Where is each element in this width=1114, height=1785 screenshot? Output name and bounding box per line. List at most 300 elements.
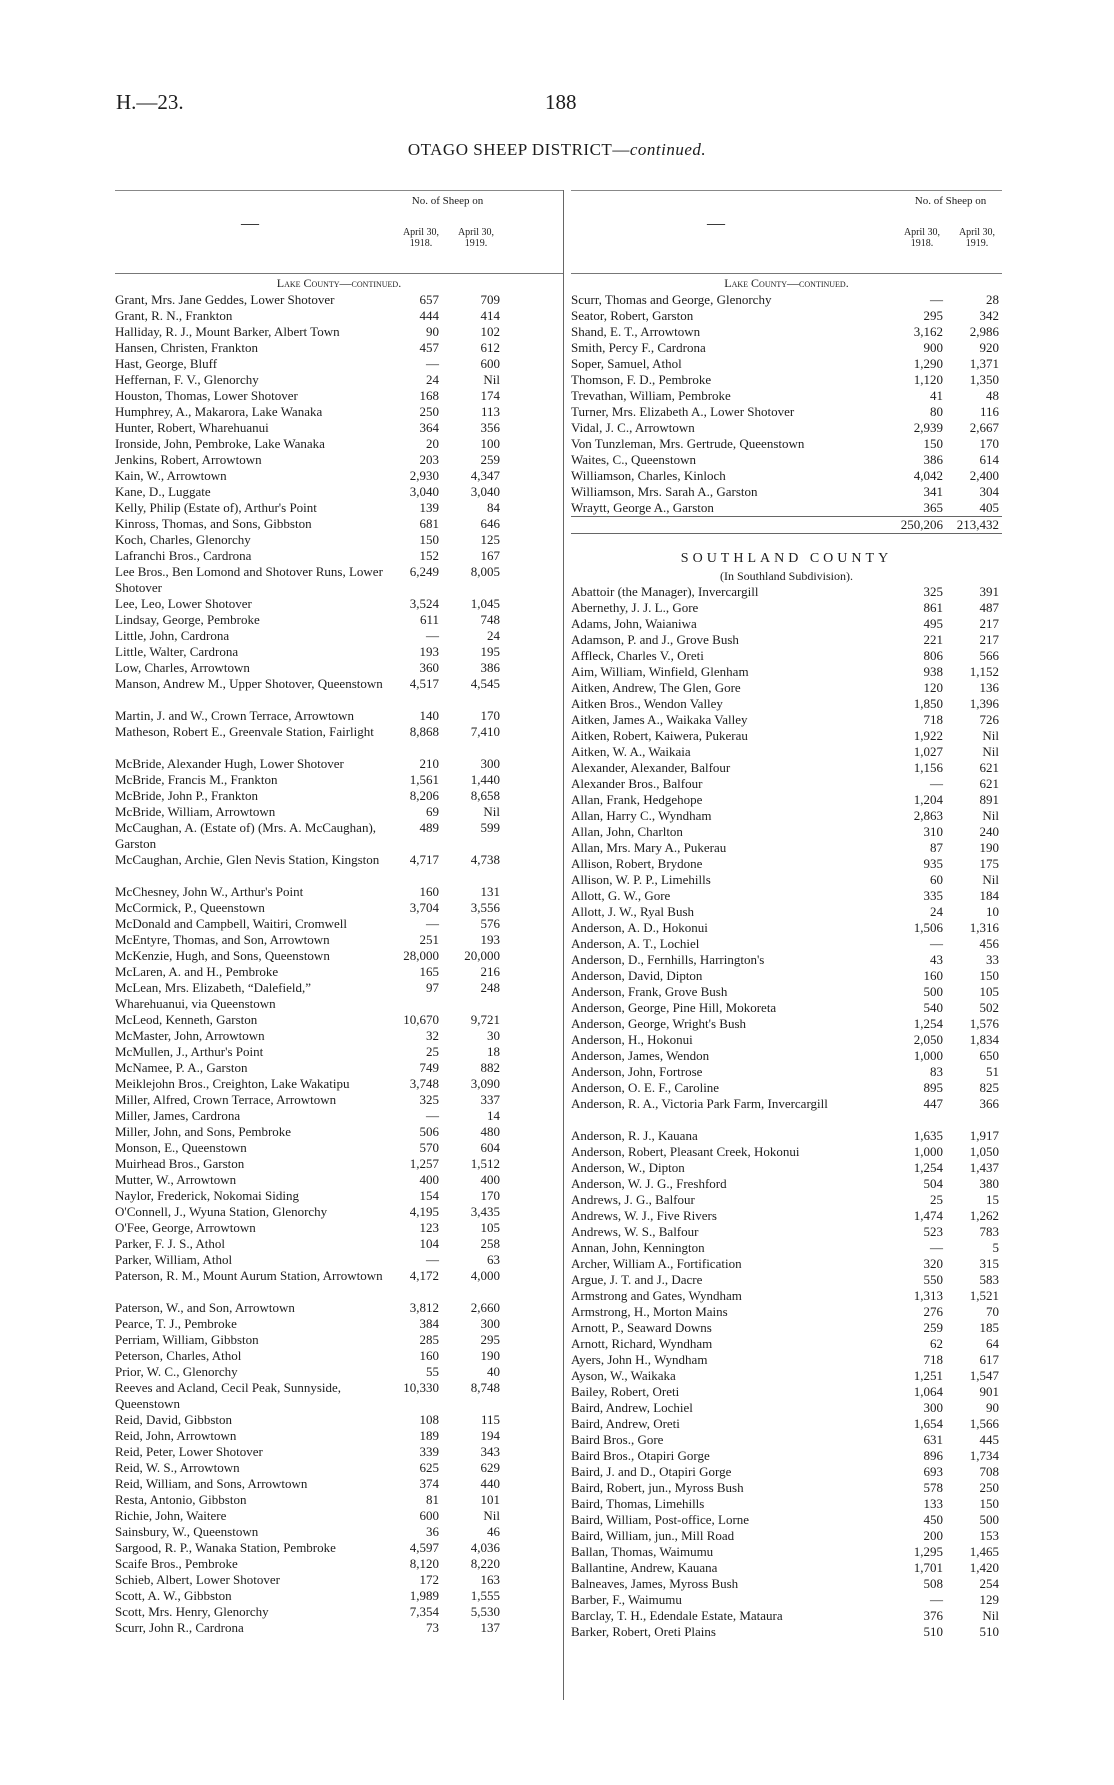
owner-name: Aitken, Andrew, The Glen, Gore (571, 680, 741, 695)
table-row (115, 1076, 563, 1092)
sheep-1918: 140 (419, 708, 439, 723)
year-1919-label: April 30, 1919. (958, 227, 996, 249)
sheep-1919: 8,005 (470, 564, 500, 579)
owner-name: Ayers, John H., Wyndham (571, 1352, 708, 1367)
sheep-1919: 64 (986, 1336, 999, 1351)
sheep-1918: 681 (419, 516, 439, 531)
sheep-1919: 629 (480, 1460, 500, 1475)
sheep-1919: 1,521 (969, 1288, 999, 1303)
sheep-1918: 611 (419, 612, 439, 627)
sheep-1919: 170 (480, 708, 500, 723)
table-row (571, 1544, 1002, 1560)
name-column-dash: — (707, 213, 725, 233)
sheep-1918: 1,989 (409, 1588, 439, 1603)
table-row (571, 632, 1002, 648)
owner-name: McLean, Mrs. Elizabeth, “Dalefield,” Wharehuanui, via Queenstown (115, 980, 311, 1011)
sheep-1918: — (426, 1108, 439, 1123)
table-row (571, 1208, 1002, 1224)
table-row (571, 1320, 1002, 1336)
owner-name: McBride, Alexander Hugh, Lower Shotover (115, 756, 344, 771)
sheep-1919: 8,220 (470, 1556, 500, 1571)
table-row (115, 292, 563, 308)
owner-name: McDonald and Campbell, Waitiri, Cromwell (115, 916, 347, 931)
sheep-1919: 248 (480, 980, 500, 995)
table-row (571, 308, 1002, 324)
sheep-1918: 108 (419, 1412, 439, 1427)
table-row (115, 1332, 563, 1348)
owner-name: Peterson, Charles, Athol (115, 1348, 242, 1363)
owner-name: Sainsbury, W., Queenstown (115, 1524, 259, 1539)
sheep-1918: 1,922 (913, 728, 943, 743)
section-heading: Lake County—continued. (276, 276, 402, 290)
table-row (571, 1240, 1002, 1256)
table-row (115, 1140, 563, 1156)
sheep-1918: 97 (426, 980, 439, 995)
sheep-1918: 1,290 (913, 356, 943, 371)
owner-name: Waites, C., Queenstown (571, 452, 696, 467)
owner-name: Reid, William, and Sons, Arrowtown (115, 1476, 308, 1491)
sheep-1918: 4,172 (409, 1268, 439, 1283)
sheep-1918: 10,670 (403, 1012, 439, 1027)
sheep-1919: 8,658 (470, 788, 500, 803)
table-row (115, 436, 563, 452)
sheep-1918: 4,517 (409, 676, 439, 691)
owner-name: Annan, John, Kennington (571, 1240, 705, 1255)
owner-name: Ballan, Thomas, Waimumu (571, 1544, 714, 1559)
table-row (115, 1300, 563, 1316)
sheep-1919: 193 (480, 932, 500, 947)
sheep-1918: 2,050 (913, 1032, 943, 1047)
sheep-1918: 8,868 (409, 724, 439, 739)
owner-name: McCaughan, Archie, Glen Nevis Station, Kingston (115, 852, 380, 867)
owner-name: McEntyre, Thomas, and Son, Arrowtown (115, 932, 330, 947)
sheep-1918: 154 (419, 1188, 439, 1203)
sheep-1919: 1,734 (969, 1448, 999, 1463)
owner-name: Anderson, James, Wendon (571, 1048, 710, 1063)
owner-name: Reeves and Acland, Cecil Peak, Sunnyside, Queenstown (115, 1380, 342, 1411)
sheep-1918: 1,000 (913, 1144, 943, 1159)
sheep-1918: 508 (923, 1576, 943, 1591)
table-row (571, 856, 1002, 872)
table-row (571, 984, 1002, 1000)
table-row (571, 1448, 1002, 1464)
sheep-1918: 900 (923, 340, 943, 355)
sheep-1918: 718 (923, 1352, 943, 1367)
owner-name: Wraytt, George A., Garston (571, 500, 714, 515)
sheep-1919: 4,738 (470, 852, 500, 867)
sheep-1918: — (426, 916, 439, 931)
owner-name: Reid, W. S., Arrowtown (115, 1460, 240, 1475)
owner-name: Armstrong, H., Morton Mains (571, 1304, 728, 1319)
sheep-1918: — (930, 936, 943, 951)
sheep-1918: 221 (923, 632, 943, 647)
sheep-1919: 3,556 (470, 900, 500, 915)
owner-name: Andrews, W. S., Balfour (571, 1224, 699, 1239)
sheep-1919: 748 (480, 612, 500, 627)
sheep-1918: 504 (923, 1176, 943, 1191)
table-row (115, 1316, 563, 1332)
owner-name: Aitken, Robert, Kaiwera, Pukerau (571, 728, 748, 743)
table-row (571, 468, 1002, 484)
sheep-1919: 1,262 (969, 1208, 999, 1223)
sheep-1918: 20 (426, 436, 439, 451)
sheep-1919: 576 (480, 916, 500, 931)
table-row (571, 1000, 1002, 1016)
sheep-1918: 69 (426, 804, 439, 819)
page-number: 188 (545, 90, 577, 114)
owner-name: Naylor, Frederick, Nokomai Siding (115, 1188, 299, 1203)
sheep-1919: 150 (979, 968, 999, 983)
sheep-1919: 391 (979, 584, 999, 599)
table-row (115, 1572, 563, 1588)
sheep-1919: 105 (979, 984, 999, 999)
owner-name: Ironside, John, Pembroke, Lake Wanaka (115, 436, 325, 451)
sheep-1919: 783 (979, 1224, 999, 1239)
sheep-1919: 304 (979, 484, 999, 499)
sheep-1918: 1,654 (913, 1416, 943, 1431)
sheep-1919: 440 (480, 1476, 500, 1491)
sheep-1918: 259 (923, 1320, 943, 1335)
sheep-1919: 190 (979, 840, 999, 855)
owner-name: Ayson, W., Waikaka (571, 1368, 676, 1383)
table-row (115, 500, 563, 516)
sheep-1919: 342 (979, 308, 999, 323)
owner-name: McMaster, John, Arrowtown (115, 1028, 265, 1043)
owner-name: Balneaves, James, Myross Bush (571, 1576, 739, 1591)
sheep-1919: 1,566 (969, 1416, 999, 1431)
table-row (115, 1124, 563, 1140)
sheep-1919: 4,000 (470, 1268, 500, 1283)
sheep-1919: 650 (979, 1048, 999, 1063)
owner-name: Armstrong and Gates, Wyndham (571, 1288, 742, 1303)
sheep-1919: 129 (979, 1592, 999, 1607)
owner-name: Allan, Frank, Hedgehope (571, 792, 703, 807)
sheep-1919: 30 (487, 1028, 500, 1043)
sheep-1919: 1,555 (470, 1588, 500, 1603)
sheep-1918: 506 (419, 1124, 439, 1139)
sheep-1918: 120 (923, 680, 943, 695)
owner-name: Adamson, P. and J., Grove Bush (571, 632, 739, 647)
sheep-1918: 60 (930, 872, 943, 887)
owner-name: Reid, David, Gibbston (115, 1412, 232, 1427)
owner-name: Andrews, J. G., Balfour (571, 1192, 695, 1207)
sheep-1918: 1,064 (913, 1384, 943, 1399)
table-row (571, 1080, 1002, 1096)
sheep-1918: 718 (923, 712, 943, 727)
table-row (115, 644, 563, 660)
owner-name: McCaughan, A. (Estate of) (Mrs. A. McCaughan), Garston (115, 820, 377, 851)
sheep-1918: 500 (923, 984, 943, 999)
sheep-1918: 160 (419, 884, 439, 899)
sheep-1919: 617 (979, 1352, 999, 1367)
table-row (571, 292, 1002, 308)
sheep-1918: 1,027 (913, 744, 943, 759)
owner-name: Allison, Robert, Brydone (571, 856, 703, 871)
table-row (115, 1060, 563, 1076)
owner-name: Miller, James, Cardrona (115, 1108, 241, 1123)
sheep-1918: 550 (923, 1272, 943, 1287)
sheep-1918: 41 (930, 388, 943, 403)
owner-name: Lee Bros., Ben Lomond and Shotover Runs, Lower Shotover (115, 564, 383, 595)
sheep-1919: 167 (480, 548, 500, 563)
table-row (115, 548, 563, 564)
sheep-1918: 55 (426, 1364, 439, 1379)
sheep-1919: 621 (979, 760, 999, 775)
table-row (115, 1620, 563, 1636)
table-row (115, 884, 563, 900)
owner-name: McCormick, P., Queenstown (115, 900, 265, 915)
table-row (115, 932, 563, 948)
sheep-1919: 614 (979, 452, 999, 467)
owner-name: Miller, Alfred, Crown Terrace, Arrowtown (115, 1092, 337, 1107)
sheep-1918: 10,330 (403, 1380, 439, 1395)
owner-name: Allan, Mrs. Mary A., Pukerau (571, 840, 727, 855)
table-row (571, 1592, 1002, 1608)
sheep-1919: 258 (480, 1236, 500, 1251)
table-row (571, 744, 1002, 760)
sheep-1919: 116 (979, 404, 999, 419)
table-row (115, 1044, 563, 1060)
sheep-1918: 1,850 (913, 696, 943, 711)
sheep-1918: 1,635 (913, 1128, 943, 1143)
sheep-1918: 32 (426, 1028, 439, 1043)
sheep-1919: 7,410 (470, 724, 500, 739)
table-row (571, 356, 1002, 372)
table-row (115, 628, 563, 644)
sheep-1919: 3,040 (470, 484, 500, 499)
sheep-1918: — (426, 628, 439, 643)
sheep-1918: 193 (419, 644, 439, 659)
sheep-1919: 125 (480, 532, 500, 547)
table-row (571, 792, 1002, 808)
sheep-1919: 566 (979, 648, 999, 663)
sheep-1919: 583 (979, 1272, 999, 1287)
owner-name: Baird, William, Post-office, Lorne (571, 1512, 750, 1527)
sheep-1918: 1,254 (913, 1016, 943, 1031)
table-row (115, 964, 563, 980)
year-1918-label: April 30, 1918. (402, 227, 440, 249)
table-row (571, 1176, 1002, 1192)
table-row (571, 1160, 1002, 1176)
table-row (115, 1204, 563, 1220)
table-row (571, 584, 1002, 600)
sheep-1918: 203 (419, 452, 439, 467)
table-row (571, 728, 1002, 744)
table-row (115, 356, 563, 372)
owner-name: Grant, R. N., Frankton (115, 308, 233, 323)
owner-name: Shand, E. T., Arrowtown (571, 324, 701, 339)
table-row (571, 616, 1002, 632)
sheep-1919: 1,437 (969, 1160, 999, 1175)
owner-name: Affleck, Charles V., Oreti (571, 648, 704, 663)
owner-name: Parker, F. J. S., Athol (115, 1236, 226, 1251)
sheep-1918: 3,704 (409, 900, 439, 915)
owner-name: Abernethy, J. J. L., Gore (571, 600, 699, 615)
table-row (571, 696, 1002, 712)
sheep-1919: 1,316 (969, 920, 999, 935)
table-row (115, 452, 563, 468)
owner-name: Baird, J. and D., Otapiri Gorge (571, 1464, 732, 1479)
sheep-1919: 920 (979, 340, 999, 355)
owner-name: Little, Walter, Cardrona (115, 644, 239, 659)
table-row (115, 980, 563, 1012)
table-row (571, 840, 1002, 856)
owner-name: Anderson, R. J., Kauana (571, 1128, 698, 1143)
sheep-1919: 28 (986, 292, 999, 307)
owner-name: Houston, Thomas, Lower Shotover (115, 388, 298, 403)
sheep-1919: 621 (979, 776, 999, 791)
sheep-1918: 90 (426, 324, 439, 339)
owner-name: Reid, John, Arrowtown (115, 1428, 237, 1443)
owner-name: Grant, Mrs. Jane Geddes, Lower Shotover (115, 292, 335, 307)
sheep-1919: 48 (986, 388, 999, 403)
sheep-1918: 861 (923, 600, 943, 615)
table-row (571, 1416, 1002, 1432)
sheep-1919: 70 (986, 1304, 999, 1319)
table-row (571, 648, 1002, 664)
owner-name: Williamson, Charles, Kinloch (571, 468, 726, 483)
owner-name: Meiklejohn Bros., Creighton, Lake Wakatipu (115, 1076, 350, 1091)
table-row (115, 804, 563, 820)
sheep-1918: 1,313 (913, 1288, 943, 1303)
owner-name: McNamee, P. A., Garston (115, 1060, 248, 1075)
table-row (571, 340, 1002, 356)
table-row (115, 1188, 563, 1204)
table-row (571, 968, 1002, 984)
title-main: OTAGO SHEEP DISTRICT— (407, 140, 630, 159)
sheep-1919: 337 (480, 1092, 500, 1107)
owner-name: Prior, W. C., Glenorchy (115, 1364, 238, 1379)
table-row (571, 1016, 1002, 1032)
sheep-1919: 217 (979, 616, 999, 631)
owner-name: McBride, William, Arrowtown (115, 804, 276, 819)
table-row (115, 676, 563, 708)
table-row (571, 904, 1002, 920)
table-row (115, 1428, 563, 1444)
sheep-1918: 4,195 (409, 1204, 439, 1219)
sheep-1918: — (930, 776, 943, 791)
owner-name: O'Connell, J., Wyuna Station, Glenorchy (115, 1204, 328, 1219)
table-row (571, 1480, 1002, 1496)
owner-name: Anderson, Frank, Grove Bush (571, 984, 728, 999)
owner-name: McBride, Francis M., Frankton (115, 772, 278, 787)
table-row (571, 1336, 1002, 1352)
sheep-1919: Nil (483, 372, 500, 387)
owner-name: Hunter, Robert, Wharehuanui (115, 420, 269, 435)
owner-name: Anderson, W., Dipton (571, 1160, 685, 1175)
owner-name: Smith, Percy F., Cardrona (571, 340, 706, 355)
table-row (571, 1624, 1002, 1640)
owner-name: Lee, Leo, Lower Shotover (115, 596, 252, 611)
owner-name: Allison, W. P. P., Limehills (571, 872, 711, 887)
table-row (571, 1064, 1002, 1080)
sheep-1918: 8,206 (409, 788, 439, 803)
owner-name: Kain, W., Arrowtown (115, 468, 227, 483)
table-row (115, 308, 563, 324)
table-row (571, 1096, 1002, 1128)
owner-name: O'Fee, George, Arrowtown (115, 1220, 256, 1235)
sheep-1919: 356 (480, 420, 500, 435)
table-row (571, 1464, 1002, 1480)
owner-name: Anderson, A. D., Hokonui (571, 920, 708, 935)
sheep-1918: 570 (419, 1140, 439, 1155)
page-title (0, 140, 1114, 160)
owner-name: Baird, Robert, jun., Myross Bush (571, 1480, 744, 1495)
sheep-1918: 896 (923, 1448, 943, 1463)
sheep-1919: 380 (979, 1176, 999, 1191)
table-row (571, 1144, 1002, 1160)
owner-name: Anderson, Robert, Pleasant Creek, Hokonui (571, 1144, 800, 1159)
sheep-1919: 150 (979, 1496, 999, 1511)
sheep-1919: 646 (480, 516, 500, 531)
owner-name: Von Tunzleman, Mrs. Gertrude, Queenstown (571, 436, 805, 451)
year-1918-label: April 30, 1918. (903, 227, 941, 249)
sheep-1918: 43 (930, 952, 943, 967)
sheep-1919: 1,917 (969, 1128, 999, 1143)
right-column-header (571, 190, 1002, 274)
sheep-1918: 540 (923, 1000, 943, 1015)
table-row (571, 500, 1002, 516)
table-row (115, 788, 563, 804)
table-row (115, 900, 563, 916)
table-row (571, 888, 1002, 904)
sheep-1919: 400 (480, 1172, 500, 1187)
table-row (571, 1496, 1002, 1512)
sheep-1919: 708 (979, 1464, 999, 1479)
sheep-1919: 195 (480, 644, 500, 659)
table-row (571, 484, 1002, 500)
sheep-1919: 14 (487, 1108, 500, 1123)
owner-name: Allott, G. W., Gore (571, 888, 671, 903)
sheep-1919: 3,435 (470, 1204, 500, 1219)
sheep-1918: 339 (419, 1444, 439, 1459)
table-row (115, 1604, 563, 1620)
table-row (115, 1012, 563, 1028)
sheep-1918: 28,000 (403, 948, 439, 963)
table-row (115, 532, 563, 548)
owner-name: Perriam, William, Gibbston (115, 1332, 259, 1347)
left-column-header (115, 190, 563, 274)
table-row (115, 708, 563, 724)
table-row (115, 1236, 563, 1252)
table-row (115, 1492, 563, 1508)
sheep-1919: 4,545 (470, 676, 500, 691)
sheep-1919: 9,721 (470, 1012, 500, 1027)
sheep-1918: 172 (419, 1572, 439, 1587)
table-row (571, 760, 1002, 776)
owner-name: Jenkins, Robert, Arrowtown (115, 452, 262, 467)
sheep-1918: 295 (923, 308, 943, 323)
total-1919: 213,432 (956, 517, 999, 532)
table-row (115, 660, 563, 676)
sheep-1919: 136 (979, 680, 999, 695)
sheep-1919: 500 (979, 1512, 999, 1527)
owner-name: Soper, Samuel, Athol (571, 356, 682, 371)
sheep-1918: — (426, 1252, 439, 1267)
sheep-1918: 510 (923, 1624, 943, 1639)
sheep-1919: 3,090 (470, 1076, 500, 1091)
sheep-1919: 2,986 (969, 324, 999, 339)
owner-name: Sargood, R. P., Wanaka Station, Pembroke (115, 1540, 336, 1555)
table-row (115, 724, 563, 756)
table-row (115, 1508, 563, 1524)
table-row (571, 920, 1002, 936)
owner-name: Baird Bros., Otapiri Gorge (571, 1448, 710, 1463)
table-row (571, 1432, 1002, 1448)
sheep-1919: 84 (487, 500, 500, 515)
sheep-1919: 1,512 (470, 1156, 500, 1171)
owner-name: Schieb, Albert, Lower Shotover (115, 1572, 280, 1587)
